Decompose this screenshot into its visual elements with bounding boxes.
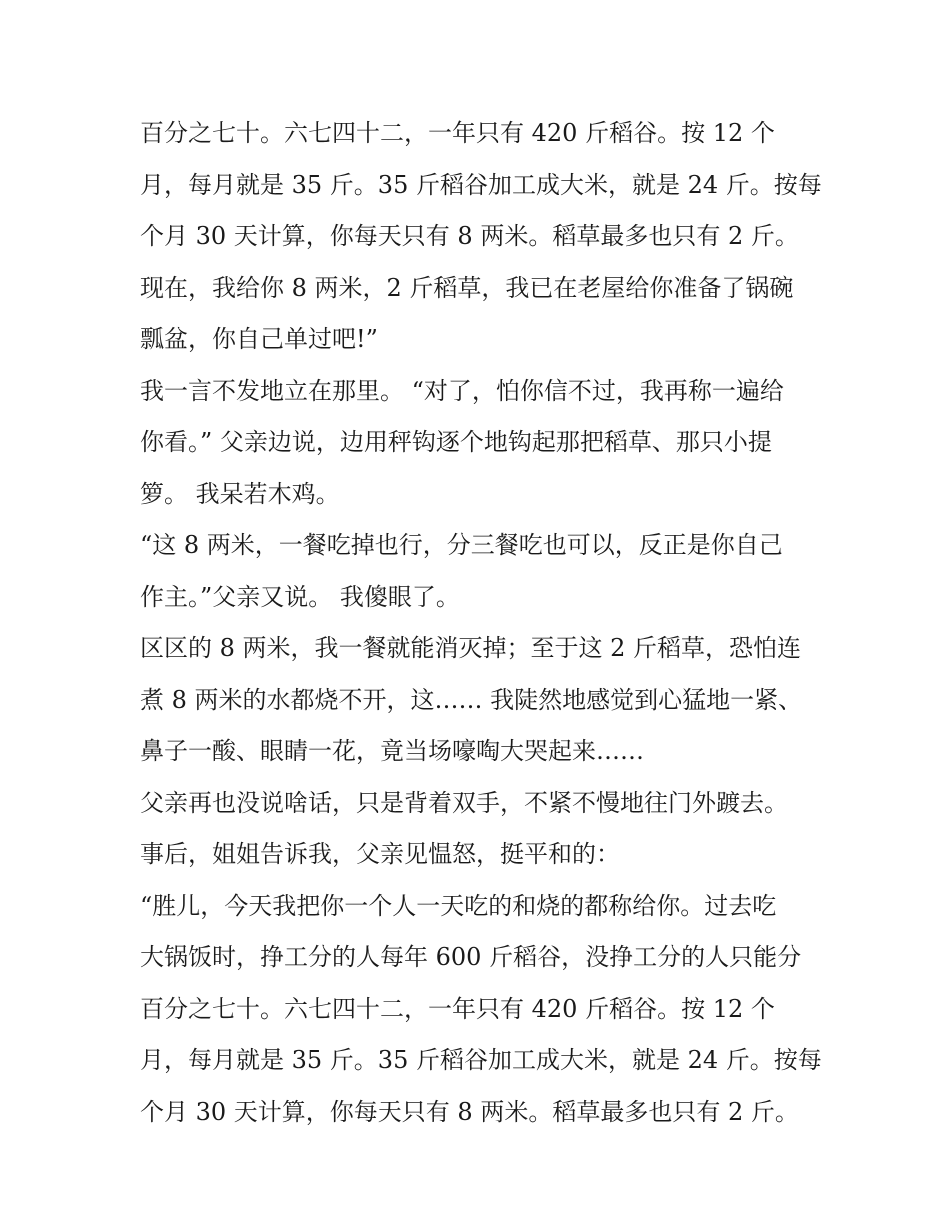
text-line: 月，每月就是 35 斤。35 斤稻谷加工成大米，就是 24 斤。按每	[140, 170, 822, 199]
text-line: 个月 30 天计算，你每天只有 8 两米。稻草最多也只有 2 斤。	[140, 1097, 799, 1126]
text-line: 鼻子一酸、眼睛一花，竟当场嚎啕大哭起来……	[140, 737, 644, 765]
text-line: 月，每月就是 35 斤。35 斤稻谷加工成大米，就是 24 斤。按每	[140, 1046, 822, 1074]
text-line: 区区的 8 两米，我一餐就能消灭掉；至于这 2 斤稻草，恐怕连	[140, 634, 802, 662]
text-line: 个月 30 天计算，你每天只有 8 两米。稻草最多也只有 2 斤。	[140, 222, 799, 250]
text-line: 作主。”父亲又说。 我傻眼了。	[140, 582, 460, 611]
text-line: 你看。” 父亲边说，边用秤钩逐个地钩起那把稻草、那只小提	[140, 428, 772, 456]
text-line: 我一言不发地立在那里。 “对了，怕你信不过，我再称一遍给	[140, 376, 784, 405]
text-line: 箩。 我呆若木鸡。	[140, 479, 340, 508]
text-line: 父亲再也没说啥话，只是背着双手，不紧不慢地往门外踱去。	[140, 788, 788, 817]
text-line: 事后，姐姐告诉我，父亲见愠怒，挺平和的：	[140, 840, 620, 868]
body-text	[140, 108, 820, 1138]
text-line: “胜儿，今天我把你一个人一天吃的和烧的都称给你。过去吃	[140, 891, 777, 920]
text-line: 煮 8 两米的水都烧不开，这…… 我陡然地感觉到心猛地一紧、	[140, 685, 803, 714]
text-line: 瓢盆，你自己单过吧!”	[140, 325, 378, 353]
text-line: 大锅饭时，挣工分的人每年 600 斤稻谷，没挣工分的人只能分	[140, 943, 802, 971]
text-line: 百分之七十。六七四十二，一年只有 420 斤稻谷。按 12 个	[140, 119, 775, 147]
text-line: “这 8 两米，一餐吃掉也行，分三餐吃也可以，反正是你自己	[140, 531, 783, 559]
text-line: 现在，我给你 8 两米，2 斤稻草，我已在老屋给你准备了锅碗	[140, 273, 794, 302]
text-line: 百分之七十。六七四十二，一年只有 420 斤稻谷。按 12 个	[140, 994, 775, 1023]
